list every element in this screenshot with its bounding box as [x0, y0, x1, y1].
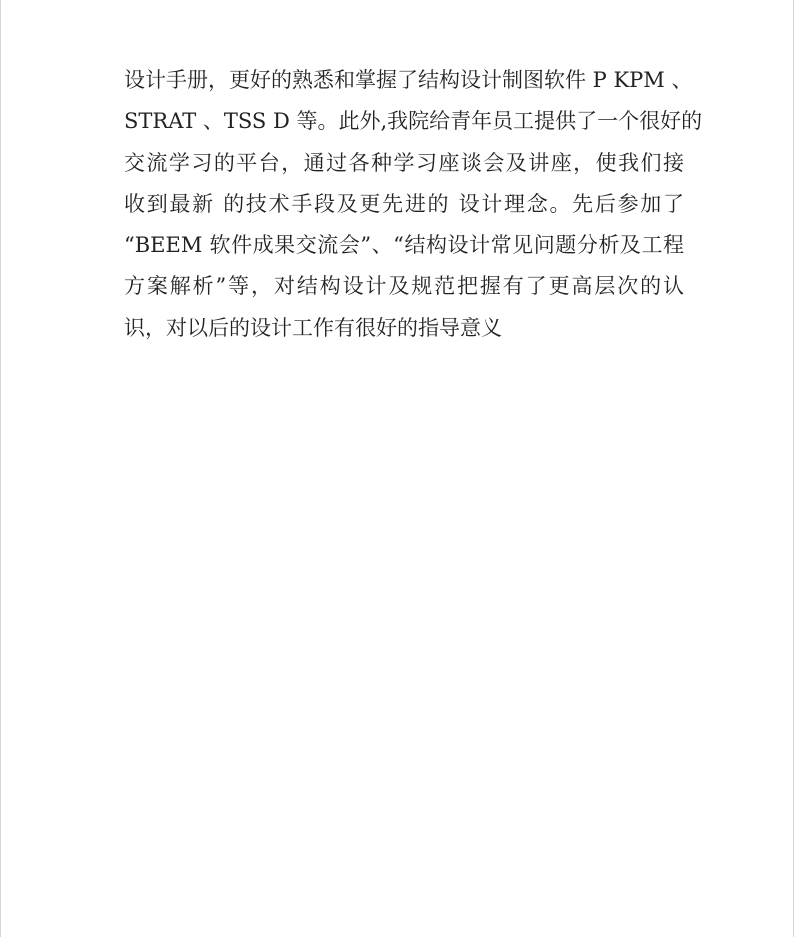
body-paragraph: [124, 60, 703, 349]
paragraph-line: 收到最新 的技术手段及更先进的 设计理念。先后参加了: [124, 191, 684, 216]
paragraph-line: STRAT 、TSS D 等。此外,我院给青年员工提供了一个很好的: [124, 109, 703, 134]
paragraph-line: 交流学习的平台，通过各种学习座谈会及讲座，使我们接: [124, 150, 684, 175]
paragraph-line: 设计手册，更好的熟悉和掌握了结构设计制图软件 P KPM 、: [124, 68, 693, 92]
paragraph-line: 方案解析”等，对结构设计及规范把握有了更高层次的认: [124, 274, 684, 299]
paragraph-line: 识，对以后的设计工作有很好的指导意义: [124, 315, 502, 340]
paragraph-line: “BEEM 软件成果交流会”、“结构设计常见问题分析及工程: [124, 233, 684, 258]
